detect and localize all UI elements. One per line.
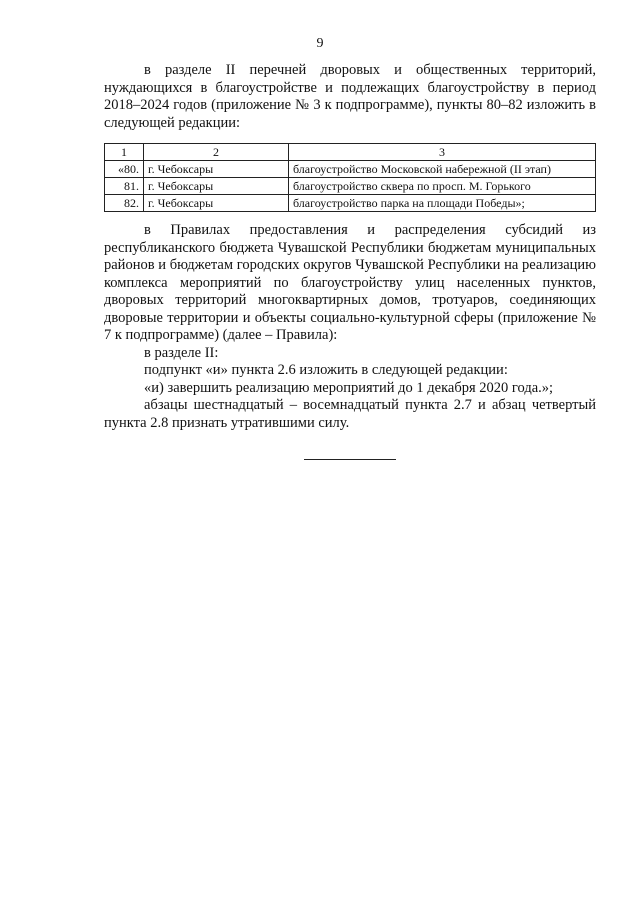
table-header-cell: 3 xyxy=(289,144,596,161)
amendment-table xyxy=(104,143,596,212)
intro-paragraph: в разделе II перечней дворовых и общественных территорий, нуждающихся в благоустройстве и подлежащих благоустройству в период 2018–2024 годов (приложение № 3 к подпрограмме), пункты 80–82 изложить в следующей редакции: xyxy=(104,62,596,131)
table-cell-number: 82. xyxy=(105,195,144,212)
table-cell-description: благоустройство парка на площади Победы»; xyxy=(289,195,596,212)
table-cell-number: 81. xyxy=(105,178,144,195)
page-number: 9 xyxy=(316,36,324,51)
body-paragraph: «и) завершить реализацию мероприятий до 1 декабря 2020 года.»; xyxy=(144,379,554,396)
table-cell-number: «80. xyxy=(105,161,144,178)
body-paragraph: подпункт «и» пункта 2.6 изложить в следующей редакции: xyxy=(144,362,508,378)
body-paragraph: в разделе II: xyxy=(144,344,219,361)
table-header-cell: 2 xyxy=(144,144,289,161)
body-text-block xyxy=(104,222,596,432)
intro-paragraph-block xyxy=(104,62,596,132)
table-cell-description: благоустройство сквера по просп. М. Горького xyxy=(289,178,596,195)
table-cell-city: г. Чебоксары xyxy=(144,161,289,178)
table-header-cell: 1 xyxy=(105,144,144,161)
table-cell-city: г. Чебоксары xyxy=(144,178,289,195)
table-header-row xyxy=(105,144,596,161)
table-row xyxy=(105,161,596,178)
table-cell-description: благоустройство Московской набережной (II этап) xyxy=(289,161,596,178)
closing-divider-line xyxy=(304,459,396,460)
table-cell-city: г. Чебоксары xyxy=(144,195,289,212)
table-row xyxy=(105,178,596,195)
body-paragraph: абзацы шестнадцатый – восемнадцатый пункта 2.7 и абзац четвертый пункта 2.8 признать утратившими силу. xyxy=(104,397,596,431)
table-row xyxy=(105,195,596,212)
body-paragraph: в Правилах предоставления и распределения субсидий из республиканского бюджета Чувашской Республики бюджетам муниципальных районов и бюджетам городских округов Чувашской Республики на реализацию комплекса мероприятий по благоустройству улиц населенных пунктов, дворовых территорий многоквартирных домов, тротуаров, соединяющих дворовые территории и объекты социально-культурной сферы (приложение № 7 к подпрограмме) (далее – Правила): xyxy=(104,222,596,343)
